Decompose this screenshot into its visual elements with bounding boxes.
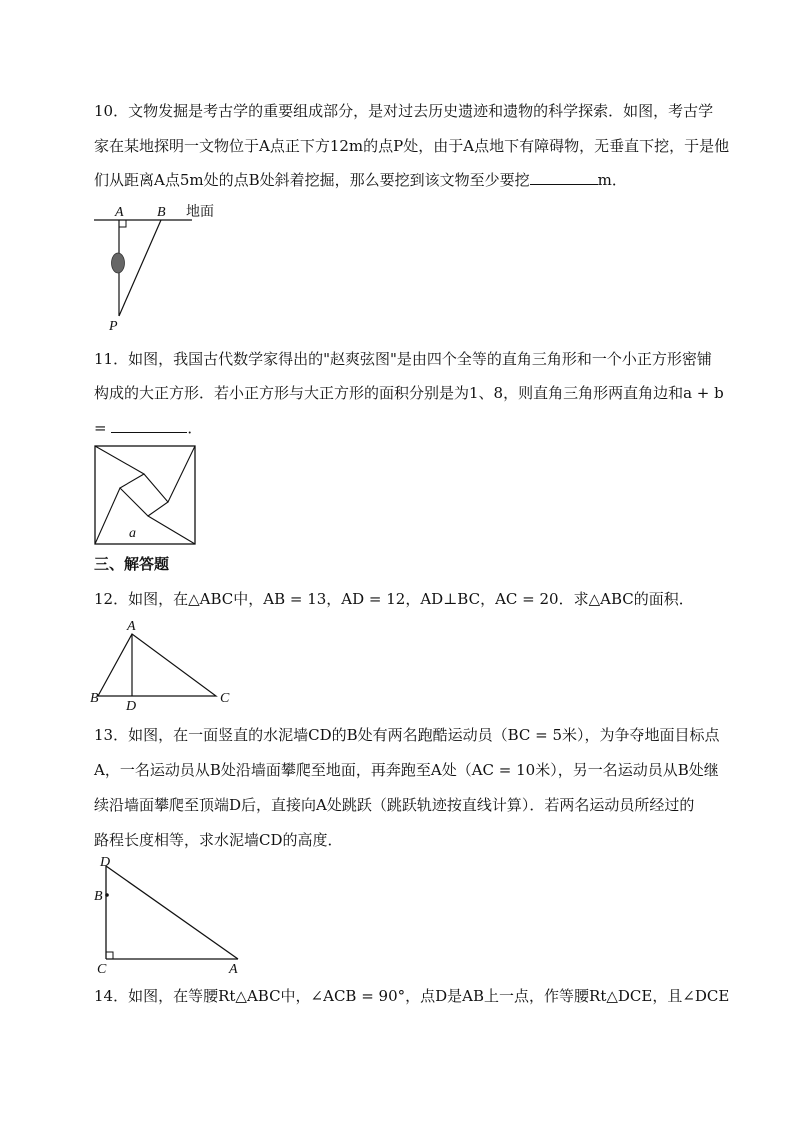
q13-point-b xyxy=(105,893,109,897)
q13-label-c: C xyxy=(97,962,107,977)
q11-text-line1: 11．如图，我国古代数学家得出的"赵爽弦图"是由四个全等的直角三角形和一个小正方形密铺 xyxy=(94,350,712,368)
q10-text-line3 xyxy=(94,170,714,190)
q10-segment-bp xyxy=(119,220,161,316)
q11-inner-square xyxy=(120,474,168,516)
q11-answer-blank[interactable] xyxy=(111,418,187,433)
q10-text-line2: 家在某地探明一文物位于A点正下方12m的点P处，由于A点地下有障碍物，无垂直下挖，于是他 xyxy=(94,137,730,155)
q11-label-a: a xyxy=(129,526,136,541)
q14-text-line1: 14．如图，在等腰Rt△ABC中，∠ACB = 90°，点D是AB上一点，作等腰Rt△DCE，且∠DCE xyxy=(94,987,730,1005)
q13-label-b: B xyxy=(94,889,103,904)
q13-jump-da xyxy=(106,866,238,959)
q12-label-a: A xyxy=(127,619,136,634)
q13-label-a: A xyxy=(229,962,238,977)
q13-label-d: D xyxy=(100,855,111,870)
q11-text-line3 xyxy=(94,418,714,438)
q10-label-p: P xyxy=(109,319,118,334)
q13-text-line4: 路程长度相等，求水泥墙CD的高度． xyxy=(94,831,343,849)
q13-text-line3: 续沿墙面攀爬至顶端D后，直接向A处跳跃（跳跃轨迹按直线计算）．若两名运动员所经过的 xyxy=(94,796,695,814)
q12-label-d: D xyxy=(126,699,137,712)
q11-zhao-shuang-figure xyxy=(94,445,198,547)
q10-figure xyxy=(94,198,234,336)
q10-label-b: B xyxy=(157,205,166,220)
q11-triangle-edge-left xyxy=(95,488,120,544)
q11-text-line3-a: = xyxy=(94,419,107,437)
q13-right-angle-mark xyxy=(106,952,113,959)
q10-answer-blank[interactable] xyxy=(530,170,598,185)
q13-text-line2: A，一名运动员从B处沿墙面攀爬至地面，再奔跑至A处（AC = 10米），另一名运动员从B处继 xyxy=(94,761,719,779)
q13-text-line1: 13．如图，在一面竖直的水泥墙CD的B处有两名跑酷运动员（BC = 5米），为争夺地面目标点 xyxy=(94,726,720,744)
q10-ground-label: 地面 xyxy=(186,204,214,220)
q10-right-angle-mark xyxy=(119,220,126,227)
q10-text-line1: 10．文物发掘是考古学的重要组成部分，是对过去历史遗迹和遗物的科学探索．如图，考古学 xyxy=(94,102,714,120)
q10-obstacle xyxy=(112,253,125,273)
q12-figure xyxy=(90,618,240,712)
q12-label-b: B xyxy=(90,691,99,706)
q11-triangle-edge-right xyxy=(168,446,195,502)
q11-outer-square xyxy=(95,446,195,544)
q11-text-line2: 构成的大正方形．若小正方形与大正方形的面积分别是为1、8，则直角三角形两直角边和a + b xyxy=(94,384,724,402)
q10-text-line3-b: m． xyxy=(597,171,627,189)
section-heading: 三、解答题 xyxy=(94,555,170,573)
q10-text-line3-a: 们从距离A点5m处的点B处斜着挖掘，那么要挖到该文物至少要挖 xyxy=(94,171,530,189)
q11-text-line3-b: ． xyxy=(187,419,203,437)
q12-text-line1: 12．如图，在△ABC中，AB = 13，AD = 12，AD⊥BC，AC = 20．求△ABC的面积． xyxy=(94,590,694,608)
q11-triangle-edge-bottom xyxy=(148,516,195,544)
q12-label-c: C xyxy=(220,691,230,706)
q12-triangle-abc xyxy=(98,634,216,696)
q13-figure xyxy=(92,852,252,978)
q11-triangle-edge-top xyxy=(95,446,144,474)
q10-label-a: A xyxy=(115,205,124,220)
